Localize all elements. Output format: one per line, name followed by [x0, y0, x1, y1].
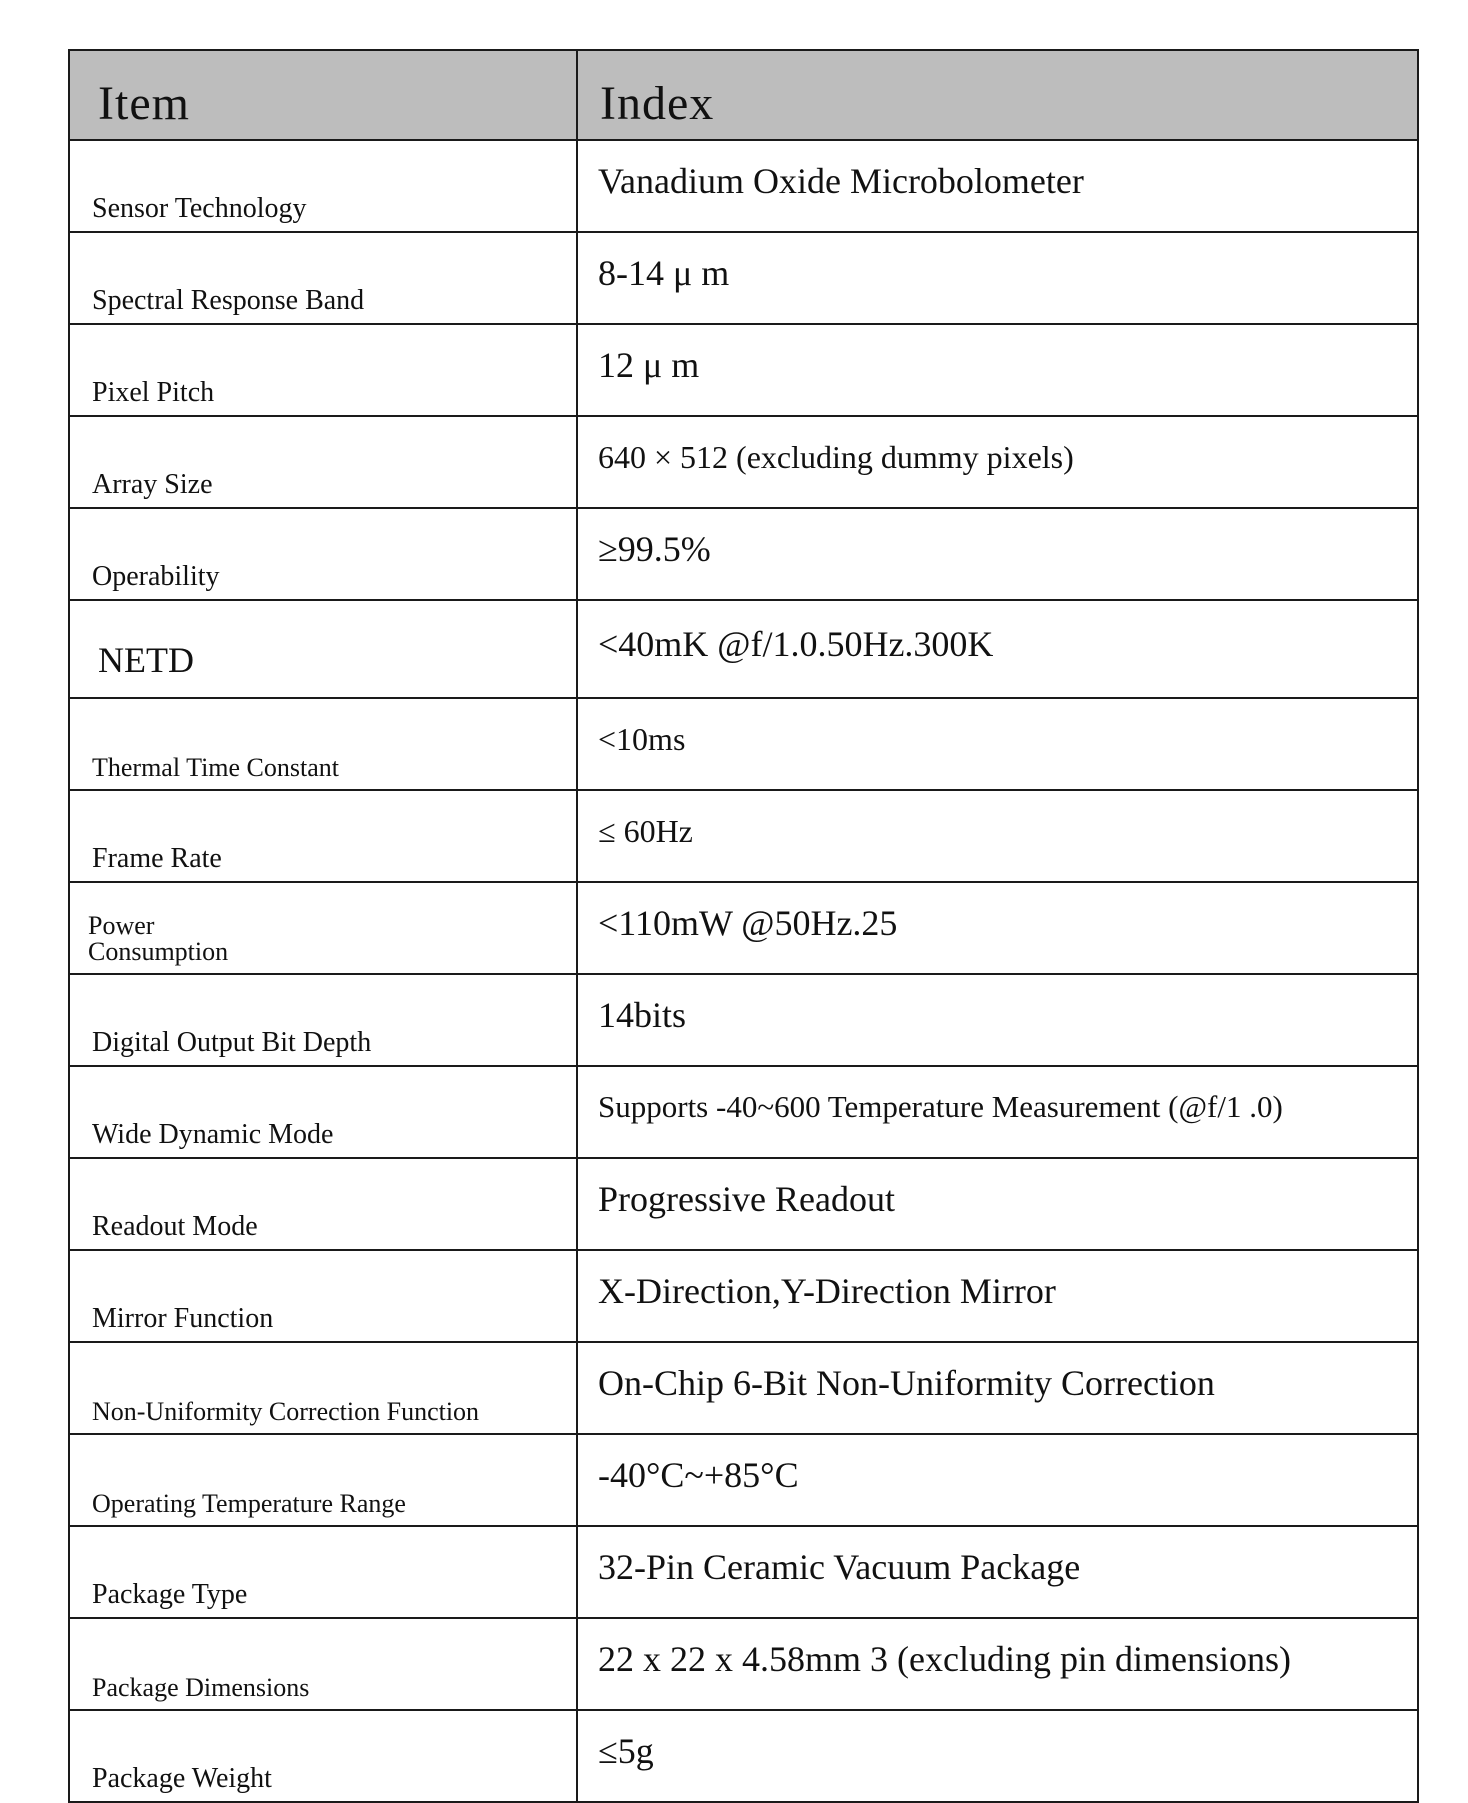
row-item-label [69, 882, 577, 974]
row-value: ≥99.5% [577, 508, 1418, 600]
row-item-label: Wide Dynamic Mode [69, 1066, 577, 1158]
row-value: -40°C~+85°C [577, 1434, 1418, 1526]
row-item-label: Package Weight [69, 1710, 577, 1802]
row-item-label: Package Dimensions [69, 1618, 577, 1710]
table-row [69, 1158, 1418, 1250]
row-value: 640 × 512 (excluding dummy pixels) [577, 416, 1418, 508]
row-item-label: Operating Temperature Range [69, 1434, 577, 1526]
row-value: 14bits [577, 974, 1418, 1066]
row-item-label: Spectral Response Band [69, 232, 577, 324]
row-item-label: NETD [69, 600, 577, 698]
table-row [69, 600, 1418, 698]
row-item-label: Pixel Pitch [69, 324, 577, 416]
table-row [69, 1342, 1418, 1434]
row-item-label: Array Size [69, 416, 577, 508]
table-body [69, 140, 1418, 1802]
row-item-label: Package Type [69, 1526, 577, 1618]
row-item-label: Frame Rate [69, 790, 577, 882]
row-value: ≤ 60Hz [577, 790, 1418, 882]
row-item-label: Operability [69, 508, 577, 600]
table-row [69, 508, 1418, 600]
table-row [69, 140, 1418, 232]
row-value: Supports -40~600 Temperature Measurement (@f/1 .0) [577, 1066, 1418, 1158]
row-item-label: Non-Uniformity Correction Function [69, 1342, 577, 1434]
row-value: <110mW @50Hz.25 [577, 882, 1418, 974]
row-value: 22 x 22 x 4.58mm 3 (excluding pin dimensions) [577, 1618, 1418, 1710]
table-row [69, 1434, 1418, 1526]
table-row [69, 882, 1418, 974]
row-item-label: Digital Output Bit Depth [69, 974, 577, 1066]
row-value: Progressive Readout [577, 1158, 1418, 1250]
row-item-label-line1: Power [88, 911, 155, 940]
row-item-label: Readout Mode [69, 1158, 577, 1250]
table-row [69, 416, 1418, 508]
row-item-label: Mirror Function [69, 1250, 577, 1342]
row-value: On-Chip 6-Bit Non-Uniformity Correction [577, 1342, 1418, 1434]
row-value: Vanadium Oxide Microbolometer [577, 140, 1418, 232]
row-value: 12 μ m [577, 324, 1418, 416]
row-value: ≤5g [577, 1710, 1418, 1802]
spec-table [68, 49, 1419, 1803]
table-header [69, 50, 1418, 140]
row-value: 32-Pin Ceramic Vacuum Package [577, 1526, 1418, 1618]
row-item-label: Thermal Time Constant [69, 698, 577, 790]
table-row [69, 790, 1418, 882]
header-index: Index [577, 50, 1418, 140]
row-item-label: Sensor Technology [69, 140, 577, 232]
header-item: Item [69, 50, 577, 140]
table-row [69, 232, 1418, 324]
table-row [69, 324, 1418, 416]
row-value: 8-14 μ m [577, 232, 1418, 324]
table-row [69, 1618, 1418, 1710]
table-row [69, 1710, 1418, 1802]
row-item-label-line2: Consumption [88, 937, 229, 966]
row-value: <40mK @f/1.0.50Hz.300K [577, 600, 1418, 698]
table-row [69, 1526, 1418, 1618]
row-value: X-Direction,Y-Direction Mirror [577, 1250, 1418, 1342]
table-row [69, 1066, 1418, 1158]
header-row [69, 50, 1418, 140]
table-row [69, 1250, 1418, 1342]
table-row [69, 698, 1418, 790]
table-row [69, 974, 1418, 1066]
row-value: <10ms [577, 698, 1418, 790]
